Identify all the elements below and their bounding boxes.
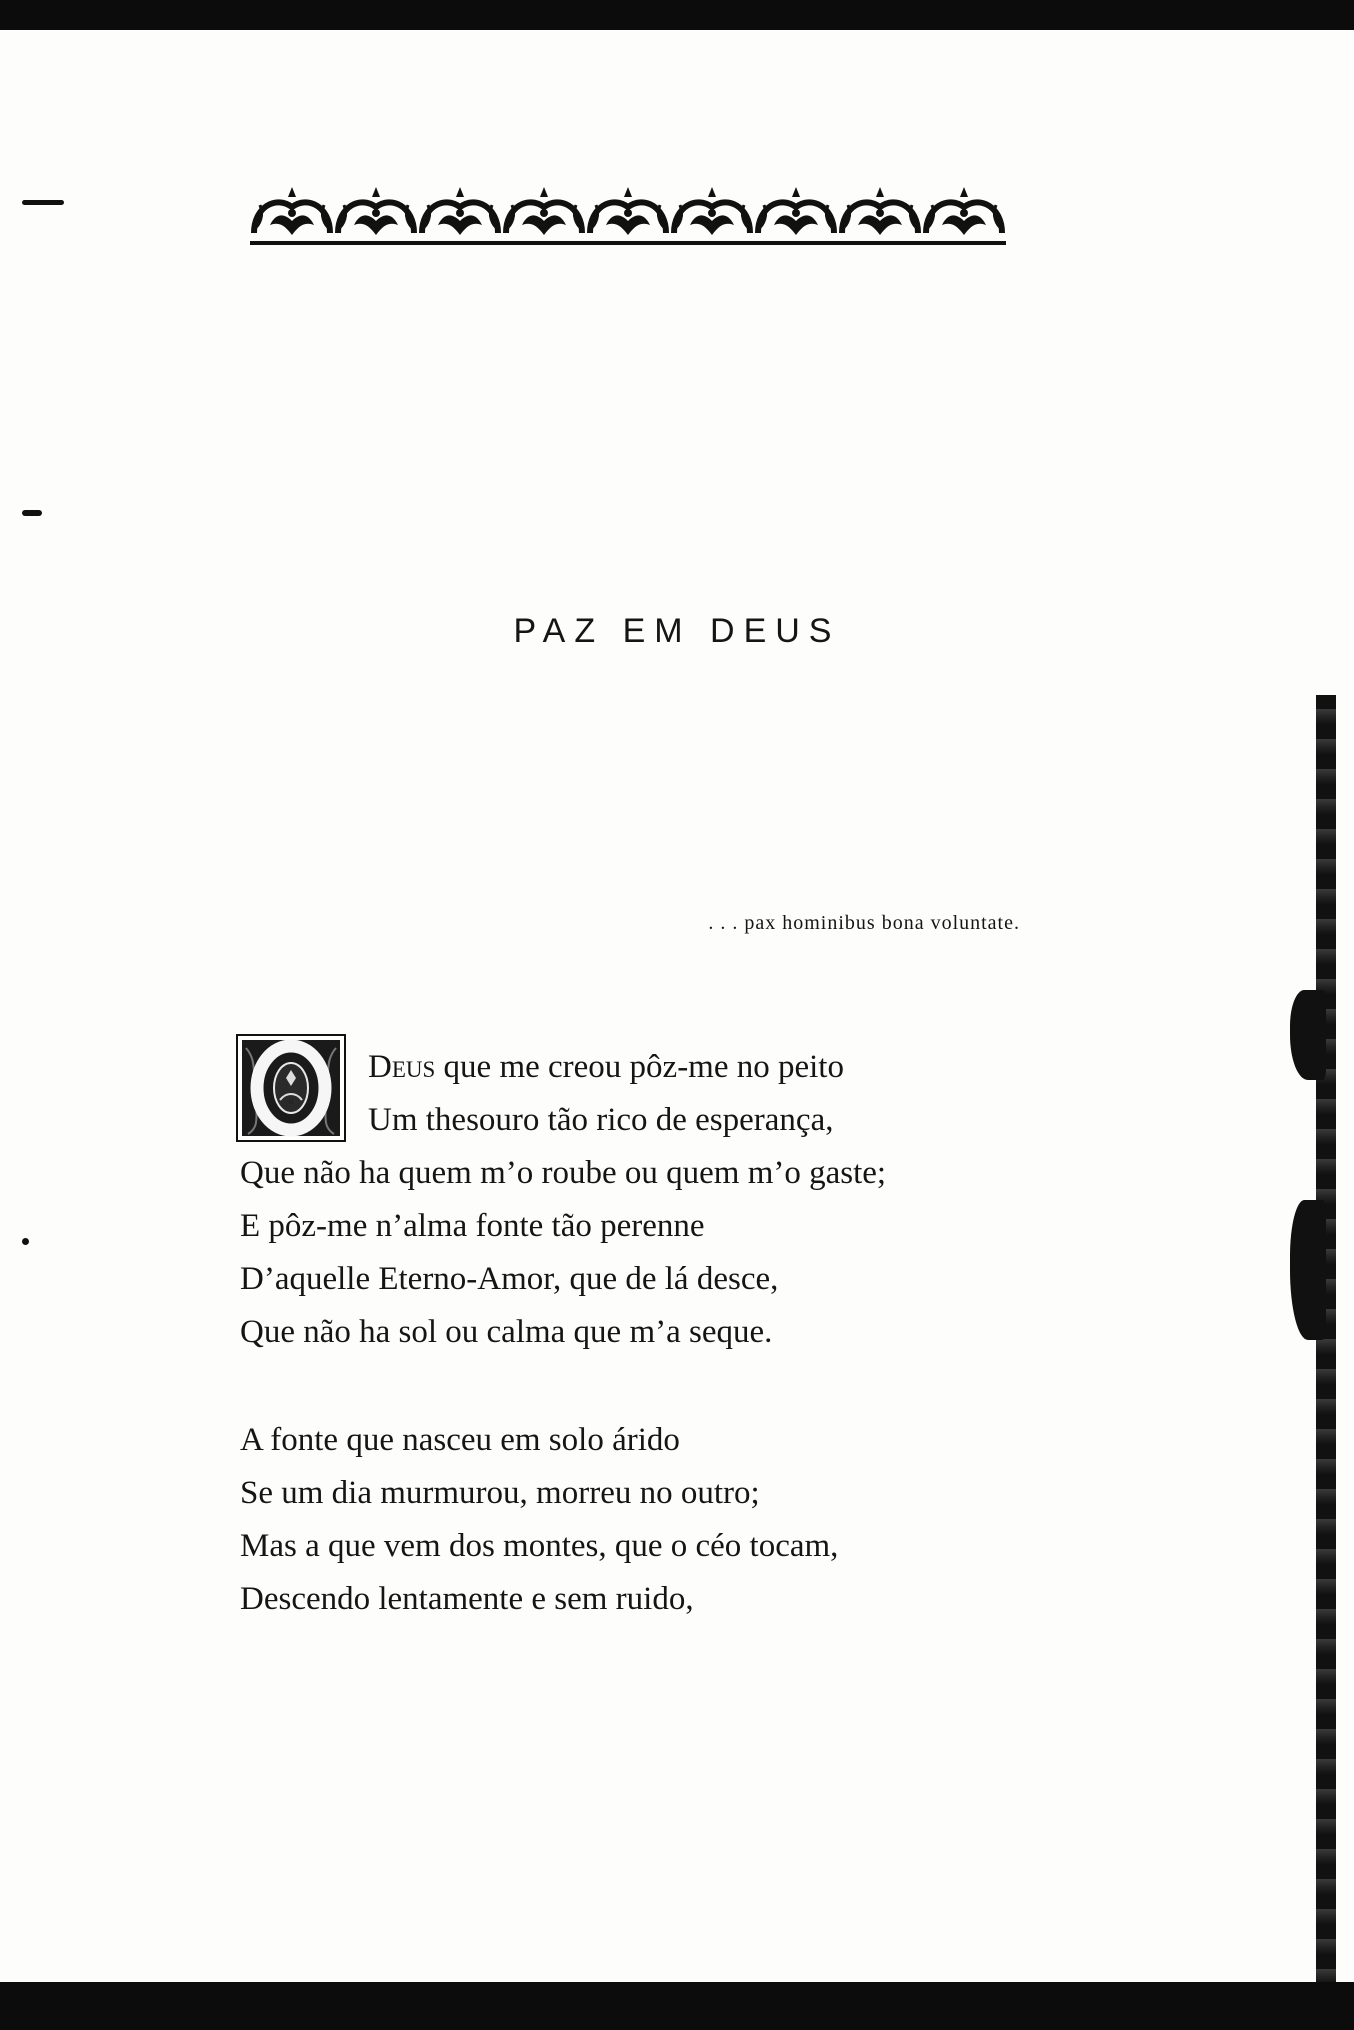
poem-line: Que não ha quem m’o roube ou quem m’o gaste; xyxy=(240,1155,887,1191)
poem-line: A fonte que nasceu em solo árido xyxy=(240,1422,680,1458)
ink-mark xyxy=(22,510,42,516)
poem-line: Que não ha sol ou calma que m’a seque. xyxy=(240,1314,773,1350)
drop-word: Deus xyxy=(368,1049,436,1085)
ink-mark xyxy=(22,200,64,205)
poem-line: Se um dia murmurou, morreu no outro; xyxy=(240,1475,760,1511)
ink-mark xyxy=(22,1238,29,1245)
ornamental-header-band xyxy=(250,185,1006,247)
poem-line: Descendo lentamente e sem ruido, xyxy=(240,1581,694,1617)
top-rule xyxy=(0,0,1354,30)
poem-line: D’aquelle Eterno-Amor, que de lá desce, xyxy=(240,1261,779,1297)
poem-title: PAZ EM DEUS xyxy=(513,612,841,650)
poem-line xyxy=(240,1041,886,1094)
stanza-1 xyxy=(240,1041,886,1359)
poem-line: E pôz-me n’alma fonte tão perenne xyxy=(240,1208,705,1244)
stanza-2 xyxy=(240,1414,838,1626)
bottom-rule xyxy=(0,1982,1354,2030)
poem-line-text: que me creou pôz-me no peito xyxy=(443,1049,844,1085)
ink-blot xyxy=(1290,990,1326,1080)
drop-cap-letter: O xyxy=(288,1100,294,1106)
poem-line: Um thesouro tão rico de esperança, xyxy=(368,1102,834,1138)
epigraph: . . . pax hominibus bona voluntate. xyxy=(708,912,1020,934)
poem-line: Mas a que vem dos montes, que o céo tocam, xyxy=(240,1528,839,1564)
page-edge-shadow xyxy=(1316,695,1336,1995)
ink-blot xyxy=(1290,1200,1326,1340)
